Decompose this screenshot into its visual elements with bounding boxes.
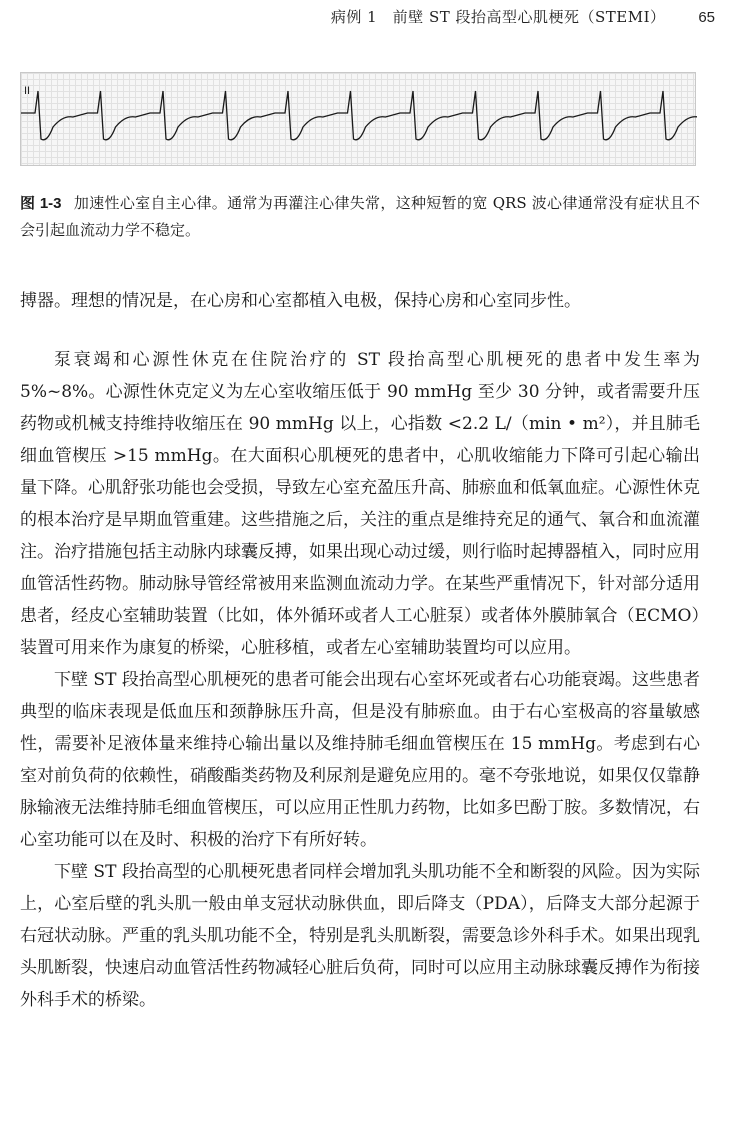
- paragraph: 泵衰竭和心源性休克在住院治疗的 ST 段抬高型心肌梗死的患者中发生率为 5%~8%。心源性休克定义为左心室收缩压低于 90 mmHg 至少 30 分钟，或者需要升压药物或机械支持维持收缩压在 90 mmHg 以上，心指数 <2.2 L/（min • m²），并且肺毛细血管楔压 >15 mmHg。在大面积心肌梗死的患者中，心肌收缩能力下降可引起心输出量下降。心肌舒张功能也会受损，导致左心室充盈压升高、肺瘀血和低氧血症。心源性休克的根本治疗是早期血管重建。这些措施之后，关注的重点是维持充足的通气、氧合和血流灌注。治疗措施包括主动脉内球囊反搏，如果出现心动过缓，则行临时起搏器植入，同时应用血管活性药物。肺动脉导管经常被用来监测血流动力学。在某些严重情况下，针对部分适用患者，经皮心室辅助装置（比如，体外循环或者人工心脏泵）或者体外膜肺氧合（ECMO）装置可用来作为康复的桥梁，心脏移植，或者左心室辅助装置均可以应用。: [20, 350, 700, 658]
- body-text: [20, 285, 700, 1016]
- paragraph: 下壁 ST 段抬高型的心肌梗死患者同样会增加乳头肌功能不全和断裂的风险。因为实际上，心室后壁的乳头肌一般由单支冠状动脉供血，即后降支（PDA），后降支大部分起源于右冠状动脉。严重的乳头肌功能不全，特别是乳头肌断裂，需要急诊外科手术。如果出现乳头肌断裂，快速启动血管活性药物减轻心脏后负荷，同时可以应用主动脉球囊反搏作为衔接外科手术的桥梁。: [20, 862, 700, 1010]
- ecg-trace: [21, 73, 697, 167]
- running-header: [0, 6, 715, 27]
- paragraph: 搏器。理想的情况是，在心房和心室都植入电极，保持心房和心室同步性。: [20, 291, 581, 311]
- figure-caption-text: 加速性心室自主心律。通常为再灌注心律失常，这种短暂的宽 QRS 波心律通常没有症状且不会引起血流动力学不稳定。: [20, 194, 700, 239]
- chapter-title: 病例 1 前壁 ST 段抬高型心肌梗死（STEMI）: [330, 8, 666, 26]
- paragraph: 下壁 ST 段抬高型心肌梗死的患者可能会出现右心室坏死或者右心功能衰竭。这些患者典型的临床表现是低血压和颈静脉压升高，但是没有肺瘀血。由于右心室极高的容量敏感性，需要补足液体量来维持心输出量以及维持肺毛细血管楔压在 15 mmHg。考虑到右心室对前负荷的依赖性，硝酸酯类药物及利尿剂是避免应用的。毫不夸张地说，如果仅仅靠静脉输液无法维持肺毛细血管楔压，可以应用正性肌力药物，比如多巴酚丁胺。多数情况，右心室功能可以在及时、积极的治疗下有所好转。: [20, 670, 700, 850]
- ecg-lead-label: II: [24, 85, 31, 97]
- figure-label: 图 1-3: [20, 195, 62, 212]
- page-number: 65: [698, 9, 715, 26]
- ecg-strip-figure: [20, 72, 696, 166]
- figure-caption: [20, 190, 700, 243]
- ecg-waveform: [21, 91, 697, 140]
